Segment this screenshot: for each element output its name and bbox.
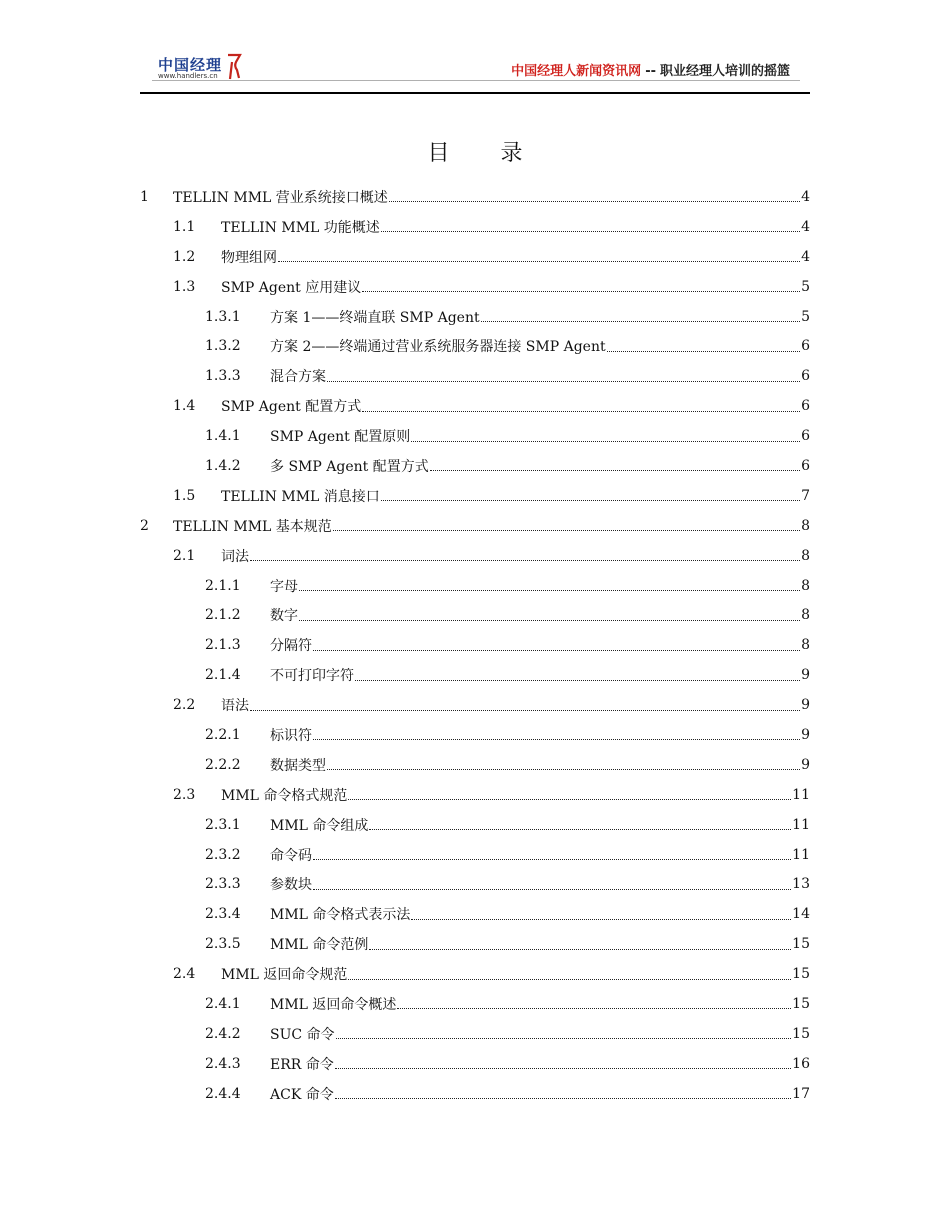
toc-entry-page: 6 — [801, 338, 810, 355]
toc-entry[interactable] — [140, 331, 810, 361]
toc-entry[interactable] — [140, 361, 810, 391]
toc-entry-number: 1.4 — [173, 398, 196, 415]
toc-leader-dots — [333, 516, 800, 531]
toc-entry[interactable] — [140, 780, 810, 810]
toc-entry-page: 4 — [801, 188, 810, 205]
toc-entry[interactable] — [140, 302, 810, 332]
toc-entry-number: 1.4.2 — [205, 457, 241, 474]
toc-entry-page: 8 — [801, 517, 810, 534]
toc-leader-dots — [362, 397, 800, 412]
toc-entry-page: 11 — [792, 816, 810, 833]
toc-leader-dots — [250, 546, 800, 561]
site-slogan: 职业经理人培训的摇篮 — [659, 64, 790, 79]
toc-entry-page: 14 — [792, 906, 810, 923]
toc-leader-dots — [481, 307, 800, 322]
toc-entry-page: 5 — [801, 278, 810, 295]
toc-leader-dots — [313, 845, 791, 860]
toc-entry-number: 2.1.3 — [205, 637, 241, 654]
toc-entry-title: 命令码 — [270, 847, 312, 864]
toc-leader-dots — [335, 1054, 791, 1069]
toc-entry-page: 6 — [801, 368, 810, 385]
toc-entry[interactable] — [140, 182, 810, 212]
toc-entry-page: 6 — [801, 398, 810, 415]
toc-entry-number: 2.3.4 — [205, 906, 241, 923]
toc-leader-dots — [313, 725, 800, 740]
toc-entry[interactable] — [140, 899, 810, 929]
toc-entry-title: TELLIN MML 营业系统接口概述 — [173, 189, 388, 206]
toc-entry-title: MML 命令组成 — [270, 817, 369, 834]
toc-leader-dots — [362, 277, 800, 292]
toc-entry-number: 2.4.3 — [205, 1055, 241, 1072]
toc-entry-title: 标识符 — [270, 727, 312, 744]
toc-entry-page: 9 — [801, 756, 810, 773]
toc-entry-title: MML 返回命令概述 — [270, 996, 397, 1013]
toc-entry-number: 1.5 — [173, 487, 196, 504]
toc-leader-dots — [299, 576, 800, 591]
toc-entry-page: 5 — [801, 308, 810, 325]
toc-entry[interactable] — [140, 810, 810, 840]
toc-entry-number: 1.1 — [173, 218, 196, 235]
toc-entry-title: ACK 命令 — [270, 1086, 334, 1103]
toc-entry-title: SMP Agent 配置原则 — [270, 429, 411, 446]
toc-entry-title: ERR 命令 — [270, 1056, 334, 1073]
toc-entry-title: 语法 — [221, 698, 249, 715]
toc-entry-title: TELLIN MML 功能概述 — [221, 219, 380, 236]
toc-entry-page: 6 — [801, 457, 810, 474]
toc-entry-page: 15 — [792, 1025, 810, 1042]
toc-entry-page: 8 — [801, 577, 810, 594]
toc-entry-title: 分隔符 — [270, 638, 312, 655]
toc-entry-number: 2.3.5 — [205, 936, 241, 953]
toc-leader-dots — [381, 217, 800, 232]
toc-entry[interactable] — [140, 959, 810, 989]
toc-entry-page: 16 — [792, 1055, 810, 1072]
toc-entry[interactable] — [140, 929, 810, 959]
toc-entry-title: 多 SMP Agent 配置方式 — [270, 458, 429, 475]
logo-text: 中国经理 — [158, 56, 223, 74]
toc-leader-dots — [335, 1084, 791, 1099]
toc-leader-dots — [355, 666, 800, 681]
toc-entry-number: 2.4.2 — [205, 1025, 241, 1042]
toc-entry[interactable] — [140, 1049, 810, 1079]
toc-leader-dots — [348, 965, 791, 980]
toc-entry-title: 字母 — [270, 578, 298, 595]
toc-leader-dots — [348, 785, 791, 800]
toc-entry[interactable] — [140, 660, 810, 690]
toc-entry-page: 4 — [801, 218, 810, 235]
logo-url: www.handlers.cn — [158, 72, 218, 80]
toc-entry-title: 物理组网 — [221, 249, 277, 266]
toc-leader-dots — [327, 367, 800, 382]
toc-entry-title: MML 命令范例 — [270, 937, 369, 954]
toc-entry-number: 1.3 — [173, 278, 196, 295]
toc-entry-page: 11 — [792, 846, 810, 863]
toc-entry-number: 2.1.1 — [205, 577, 241, 594]
toc-entry-title: 数字 — [270, 608, 298, 625]
toc-entry-page: 11 — [792, 786, 810, 803]
toc-entry[interactable] — [140, 481, 810, 511]
toc-leader-dots — [336, 1024, 792, 1039]
toc-entry[interactable] — [140, 840, 810, 870]
toc-entry[interactable] — [140, 391, 810, 421]
toc-entry-number: 2.4 — [173, 966, 196, 983]
toc-entry-page: 8 — [801, 637, 810, 654]
toc-entry-number: 2.1.2 — [205, 607, 241, 624]
toc-entry[interactable] — [140, 1079, 810, 1109]
toc-entry-page: 17 — [792, 1085, 810, 1102]
toc-entry-title: MML 命令格式规范 — [221, 787, 348, 804]
toc-leader-dots — [381, 486, 800, 501]
toc-entry[interactable] — [140, 720, 810, 750]
toc-entry-title: 参数块 — [270, 877, 312, 894]
toc-entry-title: 方案 2——终端通过营业系统服务器连接 SMP Agent — [270, 339, 606, 356]
toc-leader-dots — [327, 755, 800, 770]
toc-entry[interactable] — [140, 511, 810, 541]
toc-leader-dots — [369, 935, 791, 950]
toc-entry[interactable] — [140, 989, 810, 1019]
toc-entry-page: 4 — [801, 248, 810, 265]
header-separator: -- — [645, 64, 656, 79]
toc-entry-number: 2.3.3 — [205, 876, 241, 893]
toc-leader-dots — [411, 905, 791, 920]
toc-entry-title: 不可打印字符 — [270, 668, 354, 685]
toc-entry[interactable] — [140, 212, 810, 242]
toc-entry-number: 1 — [140, 188, 149, 205]
toc-entry[interactable] — [140, 541, 810, 571]
toc-entry-page: 6 — [801, 428, 810, 445]
toc-entry-number: 2.1.4 — [205, 667, 241, 684]
toc-entry-number: 2.2 — [173, 697, 196, 714]
toc-entry-number: 1.3.2 — [205, 338, 241, 355]
toc-entry-page: 9 — [801, 726, 810, 743]
toc-entry[interactable] — [140, 690, 810, 720]
toc-title: 目 录 — [427, 141, 545, 166]
toc-entry-page: 15 — [792, 966, 810, 983]
toc-entry-number: 2.3.2 — [205, 846, 241, 863]
toc-entry-title: MML 返回命令规范 — [221, 967, 348, 984]
header-rule — [152, 80, 800, 81]
toc-entry-number: 2.2.1 — [205, 726, 241, 743]
toc-entry-number: 2.3.1 — [205, 816, 241, 833]
toc-leader-dots — [299, 606, 800, 621]
toc-entry[interactable] — [140, 451, 810, 481]
toc-leader-dots — [411, 427, 800, 442]
toc-entry-title: 方案 1——终端直联 SMP Agent — [270, 309, 480, 326]
toc-entry-page: 13 — [792, 876, 810, 893]
page-header — [140, 52, 810, 94]
toc-leader-dots — [313, 636, 800, 651]
toc-leader-dots — [369, 815, 791, 830]
toc-entry-title: 词法 — [221, 548, 249, 565]
toc-entry-number: 2.4.4 — [205, 1085, 241, 1102]
toc-entry-number: 1.3.3 — [205, 368, 241, 385]
toc-entry-number: 2.1 — [173, 547, 196, 564]
toc-leader-dots — [397, 994, 791, 1009]
toc-leader-dots — [607, 337, 800, 352]
toc-leader-dots — [313, 875, 791, 890]
toc-entry-page: 9 — [801, 697, 810, 714]
toc-entry[interactable] — [140, 600, 810, 630]
toc-entry[interactable] — [140, 242, 810, 272]
toc-entry-number: 2.4.1 — [205, 995, 241, 1012]
toc-entry-page: 7 — [801, 487, 810, 504]
toc-entry-title: 数据类型 — [270, 757, 326, 774]
toc-entry-title: SMP Agent 应用建议 — [221, 279, 362, 296]
toc-entry[interactable] — [140, 272, 810, 302]
toc-entry[interactable] — [140, 1019, 810, 1049]
toc-entry-number: 2.3 — [173, 786, 196, 803]
toc-entry-title: SUC 命令 — [270, 1026, 335, 1043]
toc-entry-page: 15 — [792, 936, 810, 953]
toc-entry[interactable] — [140, 750, 810, 780]
toc-entry-title: MML 命令格式表示法 — [270, 907, 411, 924]
toc-entry-title: SMP Agent 配置方式 — [221, 399, 362, 416]
toc-entry-number: 2.2.2 — [205, 756, 241, 773]
toc-entry-page: 8 — [801, 547, 810, 564]
toc-entry-title: TELLIN MML 消息接口 — [221, 488, 380, 505]
toc-entry-number: 1.4.1 — [205, 428, 241, 445]
logo-mark-icon — [224, 52, 246, 82]
toc-entry[interactable] — [140, 571, 810, 601]
toc-entry-title: TELLIN MML 基本规范 — [173, 518, 332, 535]
toc-leader-dots — [430, 456, 800, 471]
toc-entry-title: 混合方案 — [270, 369, 326, 386]
toc-entry-page: 15 — [792, 995, 810, 1012]
table-of-contents — [140, 182, 810, 1109]
header-slogan — [511, 60, 790, 79]
toc-entry[interactable] — [140, 869, 810, 899]
toc-entry-page: 9 — [801, 667, 810, 684]
toc-entry-number: 2 — [140, 517, 149, 534]
toc-leader-dots — [278, 247, 800, 262]
site-name: 中国经理人新闻资讯网 — [511, 64, 642, 79]
toc-entry-number: 1.3.1 — [205, 308, 241, 325]
toc-entry[interactable] — [140, 630, 810, 660]
toc-entry[interactable] — [140, 421, 810, 451]
toc-leader-dots — [250, 696, 800, 711]
toc-leader-dots — [389, 187, 800, 202]
toc-entry-number: 1.2 — [173, 248, 196, 265]
toc-entry-page: 8 — [801, 607, 810, 624]
